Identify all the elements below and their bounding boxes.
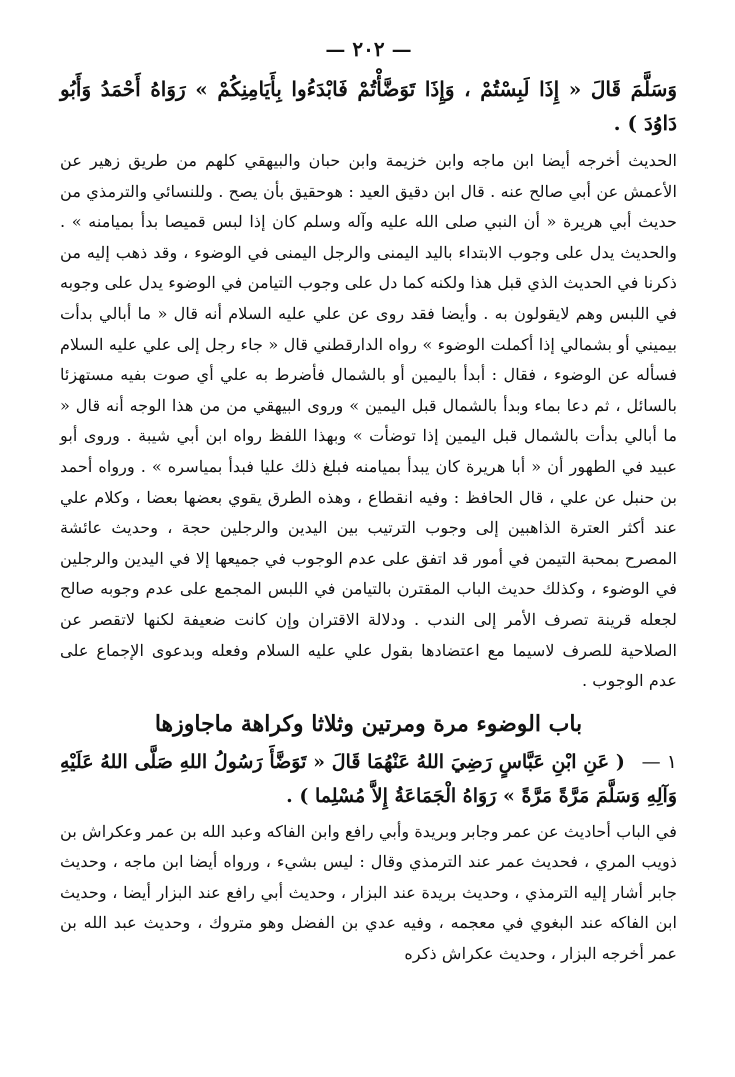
chapter-title: باب الوضوء مرة ومرتين وثلاثا وكراهة ماجاوزها	[154, 710, 583, 737]
commentary-text: الحديث أخرجه أيضا ابن ماجه وابن خزيمة وابن حبان والبيهقي كلهم من طريق زهير عن الأعمش عن أبي صالح عنه . قال ابن دقيق العيد : هوحقيق بأن يصح . وللنسائي والترمذي من حديث أبي هريرة « أن النبي صلى الله عليه وآله وسلم كان إذا لبس قميصا بدأ بميامنه » . والحديث يدل على وجوب الابتداء باليد اليمنى والرجل اليمنى في الوضوء ، وقد ذهب إليه من ذكرنا في الحديث الذي قبل هذا ولكنه كما دل على وجوب التيامن في الوضوء يدل على وجوبه في اللبس وهم لايقولون به . وأيضا فقد روى عن علي عليه السلام أنه قال « ما أبالي بدأت بيميني أو بشمالي إذا أكملت الوضوء » رواه الدارقطني قال « جاء رجل إلى علي عليه السلام فسأله عن الوضوء ، فقال : أبدأ باليمين أو بالشمال فأضرط به علي أي صوت بفيه مستهزئا بالسائل ، ثم دعا بماء وبدأ بالشمال قبل اليمين » وروى البيهقي من من هذا الوجه أنه قال « ما أبالي بدأت بالشمال قبل اليمين إذا توضأت » وبهذا اللفظ رواه ابن أبي شيبة . وروى أبو عبيد في الطهور أن « أبا هريرة كان يبدأ بميامنه فبلغ ذلك عليا فبدأ بمياسره » . ورواه أحمد بن حنبل عن علي ، قال الحافظ : وفيه انقطاع ، وهذه الطرق يقوي بعضها بعضا ، وكلام علي عند أكثر العترة الذاهبين إلى وجوب الترتيب بين اليدين والرجلين حجة ، وحديث عائشة المصرح بمحبة التيمن في أمور قد اتفق على عدم الوجوب في جميعها إلا في اليدين والرجلين في الوضوء ، وكذلك حديث الباب المقترن بالتيامن في اللبس المجمع على عدم وجوبه صالح لجعله قرينة تصرف الأمر إلى الندب . ودلالة الاقتران وإن كانت ضعيفة لكنها لاتقصر عن الصلاحية للصرف لاسيما مع اعتضادها بقول علي عليه السلام وفعله وبدعوى الإجماع على عدم الوجوب .	[60, 151, 677, 691]
hadith-number: ١ —	[641, 750, 677, 773]
hadith-text: ( عَنِ ابْنِ عَبَّاسٍ رَضِيَ اللهُ عَنْهُمَا قَالَ « تَوَضَّأَ رَسُولُ اللهِ صَلَّى اللهُ عَلَيْهِ وَآلِهِ وَسَلَّمَ مَرَّةً مَرَّةً » رَوَاهُ الْجَمَاعَةُ إِلاَّ مُسْلِما ) .	[60, 750, 677, 807]
commentary-second: في الباب أحاديث عن عمر وجابر وبريدة وأبي رافع وابن الفاكه وعبد الله بن عمر وعكراش بن ذويب المري ، فحديث عمر عند الترمذي وقال : ليس بشيء ، ورواه أيضا ابن ماجه ، وحديث جابر أشار إليه الترمذي ، وحديث بريدة عند البزار ، وحديث أبي رافع عند البزار أيضا ، وحديث ابن الفاكه عند البغوي في معجمه ، وفيه عدي بن الفضل وهو متروك ، وحديث عبد الله بن عمر أخرجه البزار ، وحديث عكراش ذكره	[60, 821, 677, 964]
hadith-continuation: وَسَلَّمَ قَالَ « إِذَا لَبِسْتُمْ ، وَإِذَا تَوَضَّأْتُمْ فَابْدَءُوا بِأَيَامِنِكُمْ » رَوَاهُ أَحْمَدُ وَأَبُو دَاوُدَ ) .	[60, 77, 677, 135]
page-number: — ٢٠٢ —	[325, 37, 412, 61]
hadith-ibn-abbas	[60, 745, 677, 813]
commentary-paragraph	[60, 146, 677, 697]
